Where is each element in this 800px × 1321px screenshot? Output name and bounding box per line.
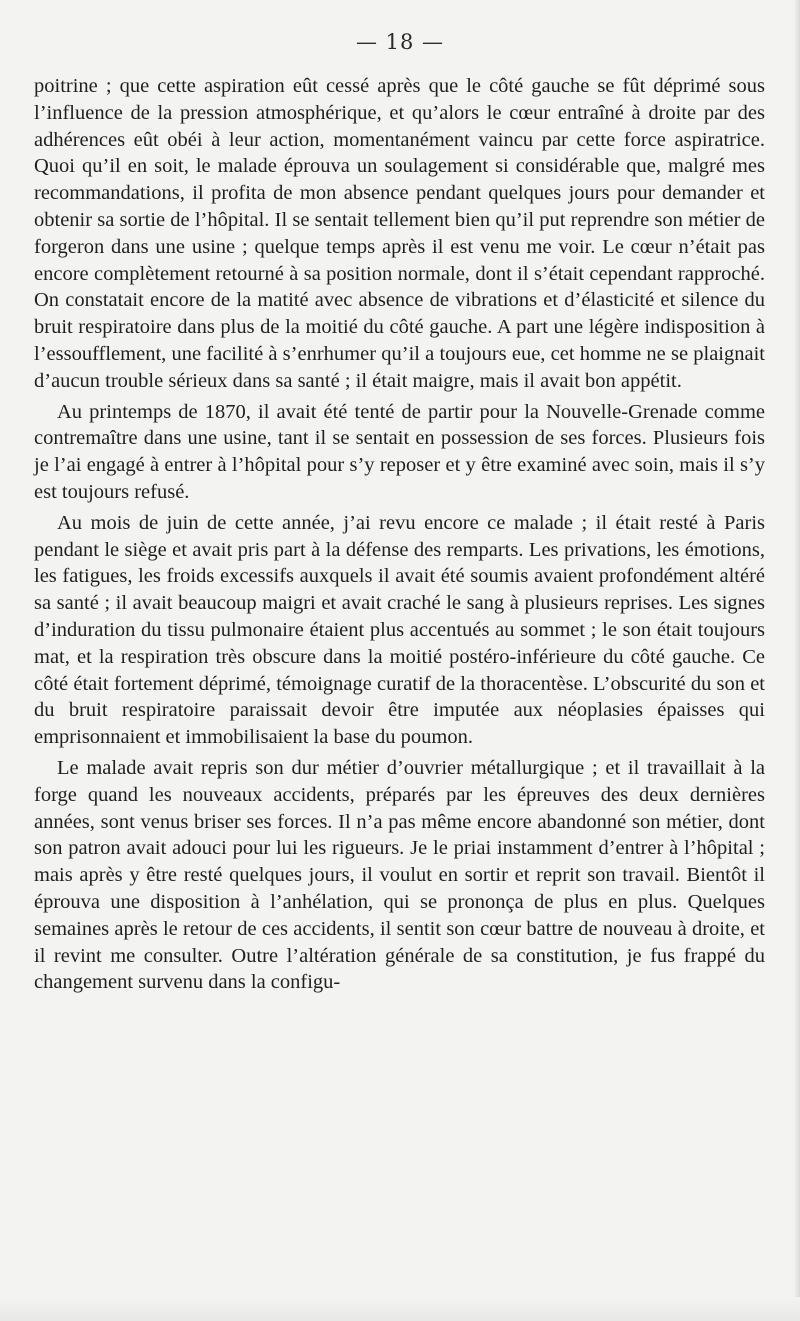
paragraph-1: poitrine ; que cette aspiration eût cessé après que le côté gauche se fût déprimé sous l’influence de la pression atmosphérique, et qu’alors le cœur entraîné à droite par des adhérences eût obéi à leur action, momentanément vaincu par cette force aspiratrice. Quoi qu’il en soit, le malade éprouva un soulagement si considérable que, malgré mes recommandations, il profita de mon absence pendant quelques jours pour demander et obtenir sa sortie de l’hôpital. Il se sentait tellement bien qu’il put reprendre son métier de forgeron dans une usine ; quelque temps après il est venu me voir. Le cœur n’était pas encore complètement retourné à sa position normale, dont il s’était cependant rapproché. On constatait encore de la matité avec absence de vibrations et d’élasticité et silence du bruit respiratoire dans plus de la moitié du côté gauche. A part une légère indisposition à l’essoufflement, une facilité à s’enrhumer qu’il a toujours eue, cet homme ne se plaignait d’aucun trouble sérieux dans sa santé ; il était maigre, mais il avait bon appétit.: [34, 75, 765, 392]
paragraph-2: Au printemps de 1870, il avait été tenté de partir pour la Nouvelle-Grenade comme contremaître dans une usine, tant il se sentait en possession de ses forces. Plusieurs fois je l’ai engagé à entrer à l’hôpital pour s’y reposer et y être examiné avec soin, mais il s’y est toujours refusé.: [34, 400, 765, 503]
page-number: — 18 —: [355, 30, 445, 54]
paragraph-4: Le malade avait repris son dur métier d’ouvrier métallurgique ; et il travaillait à la forge quand les nouveaux accidents, préparés par les épreuves des deux dernières années, sont venus briser ses forces. Il n’a pas même encore abandonné son métier, dont son patron avait adouci pour lui les rigueurs. Je le priai instamment d’entrer à l’hôpital ; mais après y être resté quelques jours, il voulut en sortir et reprit son travail. Bientôt il éprouva une disposition à l’anhélation, qui se prononça de plus en plus. Quelques semaines après le retour de ces accidents, il sentit son cœur battre de nouveau à droite, et il revint me consulter. Outre l’altération générale de sa constitution, je fus frappé du changement survenu dans la configu-: [34, 756, 765, 994]
body-text: [34, 73, 765, 996]
paragraph-3: Au mois de juin de cette année, j’ai revu encore ce malade ; il était resté à Paris pendant le siège et avait pris part à la défense des remparts. Les privations, les émotions, les fatigues, les froids excessifs auxquels il avait été soumis avaient profondément altéré sa santé ; il avait beaucoup maigri et avait craché le sang à plusieurs reprises. Les signes d’induration du tissu pulmonaire étaient plus accentués au sommet ; le son était toujours mat, et la respiration très obscure dans la moitié postéro-inférieure du côté gauche. Ce côté était fortement déprimé, témoignage curatif de la thoracentèse. L’obscurité du son et du bruit respiratoire paraissait devoir être imputée aux néoplasies épaisses qui emprisonnaient et immobilisaient la base du poumon.: [34, 511, 765, 749]
page-edge: [794, 0, 800, 1321]
page-bottom-margin: [0, 1297, 800, 1321]
